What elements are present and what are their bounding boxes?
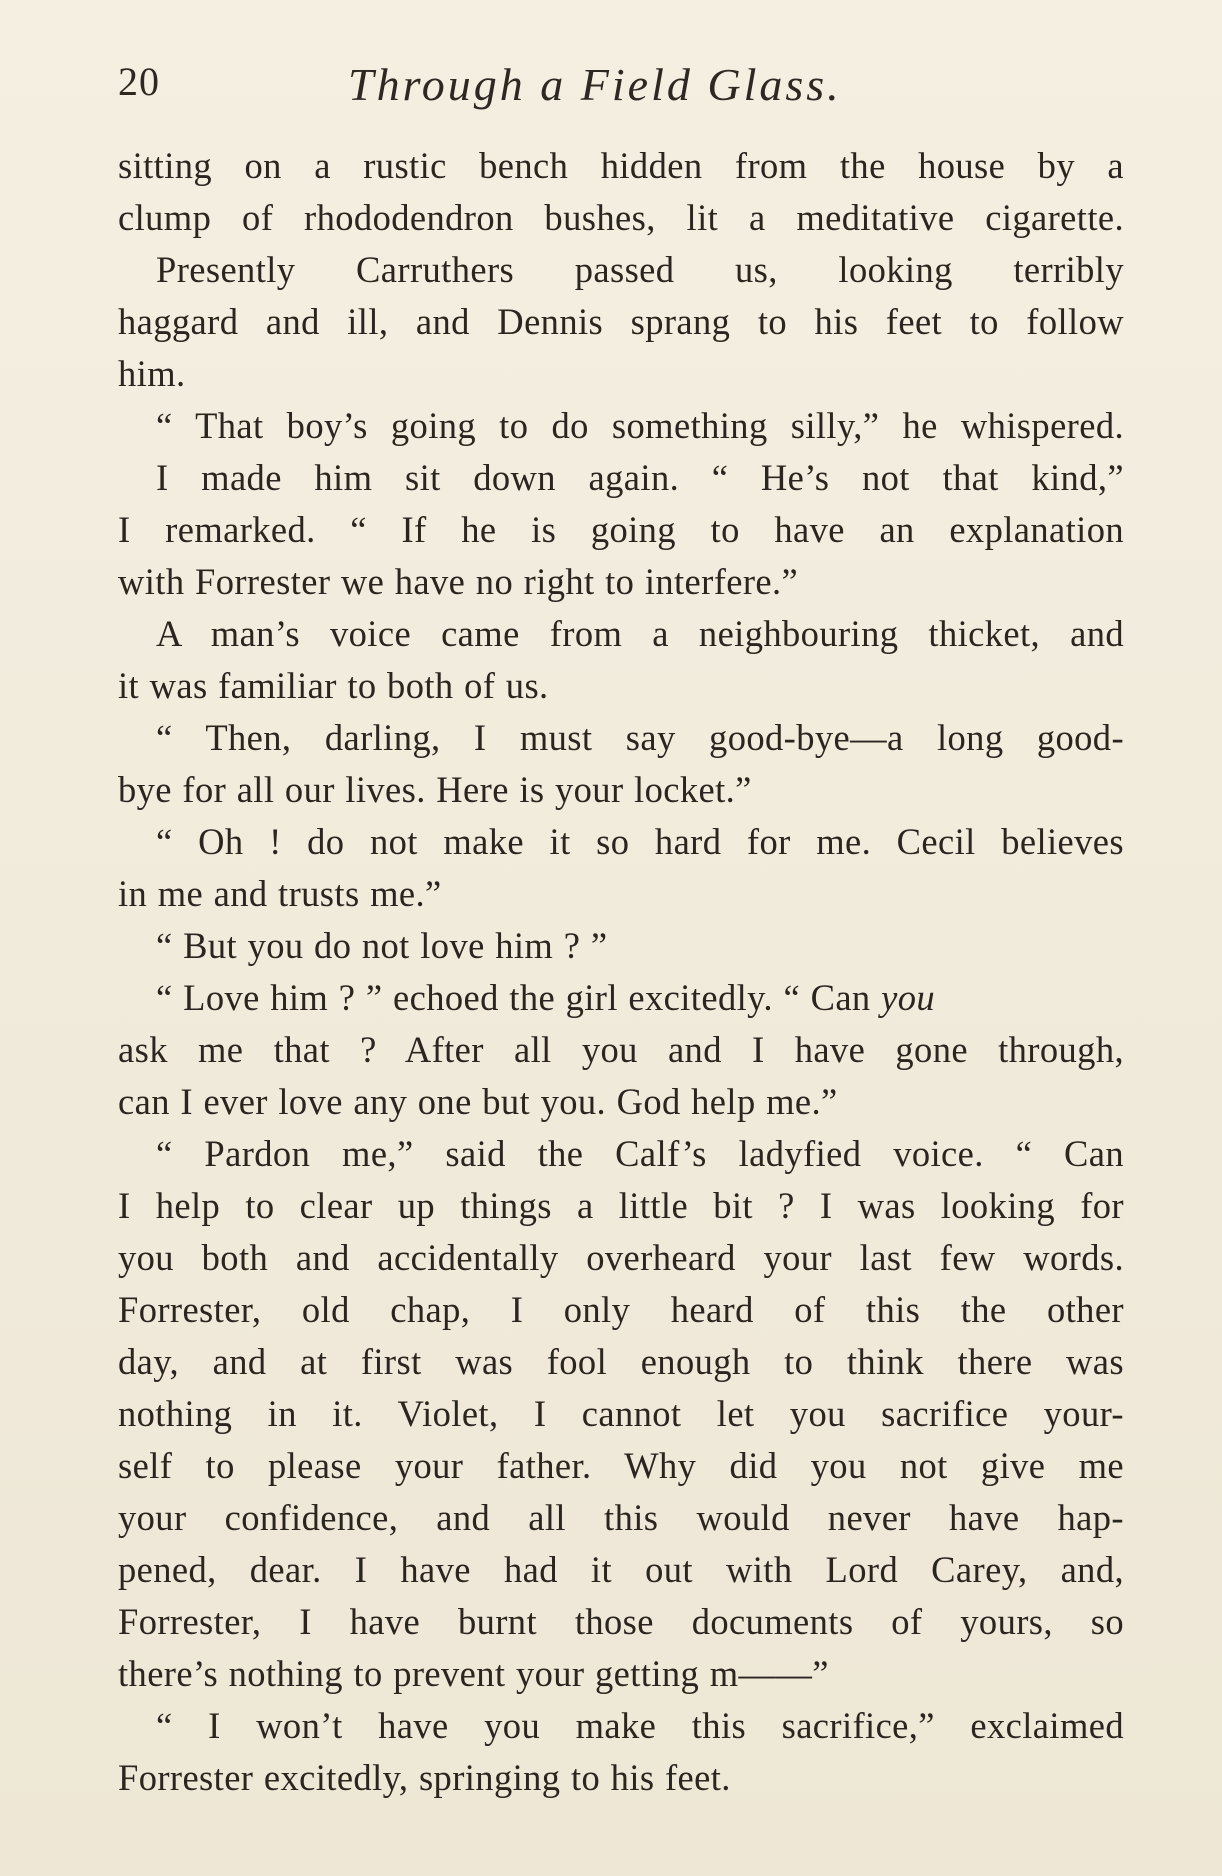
text-line-content: ask me that ? After all you and I have gone through, bbox=[118, 1029, 1124, 1070]
text-line bbox=[118, 1544, 1124, 1596]
text-line-content: “ Love him ? ” echoed the girl excitedly. “ Can bbox=[156, 977, 882, 1018]
text-line bbox=[118, 712, 1124, 764]
italic-word: you bbox=[881, 977, 936, 1018]
text-line-content: “ Pardon me,” said the Calf’s ladyfied voice. “ Can bbox=[156, 1133, 1124, 1174]
text-line-content: Forrester excitedly, springing to his feet. bbox=[118, 1757, 731, 1798]
text-line-content: bye for all our lives. Here is your locket.” bbox=[118, 769, 752, 810]
text-line bbox=[118, 1752, 1124, 1804]
text-line-content: “ That boy’s going to do something silly,” he whispered. bbox=[156, 405, 1124, 446]
text-line-content: Forrester, I have burnt those documents of yours, so bbox=[118, 1601, 1124, 1642]
text-line-content: A man’s voice came from a neighbouring thicket, and bbox=[156, 613, 1124, 654]
text-line-content: can I ever love any one but you. God help me.” bbox=[118, 1081, 838, 1122]
text-line bbox=[118, 1180, 1124, 1232]
text-line bbox=[118, 1128, 1124, 1180]
text-line-content: haggard and ill, and Dennis sprang to his feet to follow bbox=[118, 301, 1124, 342]
text-line-content: in me and trusts me.” bbox=[118, 873, 442, 914]
body-text bbox=[118, 140, 1124, 1804]
text-line-content: there’s nothing to prevent your getting m——” bbox=[118, 1653, 829, 1694]
text-line bbox=[118, 920, 1124, 972]
text-line bbox=[118, 660, 1124, 712]
text-line bbox=[118, 868, 1124, 920]
text-line-content: nothing in it. Violet, I cannot let you sacrifice your- bbox=[118, 1393, 1124, 1434]
text-line bbox=[118, 764, 1124, 816]
text-line-content: I made him sit down again. “ He’s not that kind,” bbox=[156, 457, 1124, 498]
text-line bbox=[118, 1648, 1124, 1700]
text-line-content: “ Then, darling, I must say good-bye—a long good- bbox=[156, 717, 1124, 758]
text-line bbox=[118, 1700, 1124, 1752]
text-line-content: I remarked. “ If he is going to have an explanation bbox=[118, 509, 1124, 550]
text-line-content: pened, dear. I have had it out with Lord Carey, and, bbox=[118, 1549, 1124, 1590]
text-line bbox=[118, 140, 1124, 192]
text-line bbox=[118, 1232, 1124, 1284]
text-line-content: Presently Carruthers passed us, looking terribly bbox=[156, 249, 1124, 290]
text-line bbox=[118, 1076, 1124, 1128]
text-line bbox=[118, 816, 1124, 868]
text-line-content: “ I won’t have you make this sacrifice,” exclaimed bbox=[156, 1705, 1124, 1746]
text-line bbox=[118, 556, 1124, 608]
text-line bbox=[118, 1596, 1124, 1648]
text-line bbox=[118, 348, 1124, 400]
text-line bbox=[118, 1284, 1124, 1336]
text-line bbox=[118, 400, 1124, 452]
text-line bbox=[118, 1388, 1124, 1440]
text-line-content: clump of rhododendron bushes, lit a meditative cigarette. bbox=[118, 197, 1124, 238]
text-line bbox=[118, 296, 1124, 348]
text-line bbox=[118, 1024, 1124, 1076]
text-line bbox=[118, 1440, 1124, 1492]
text-line bbox=[118, 452, 1124, 504]
text-line-content: “ Oh ! do not make it so hard for me. Cecil believes bbox=[156, 821, 1124, 862]
text-line-content: you both and accidentally overheard your last few words. bbox=[118, 1237, 1124, 1278]
text-line-content: day, and at first was fool enough to think there was bbox=[118, 1341, 1124, 1382]
text-line bbox=[118, 972, 1124, 1024]
text-line bbox=[118, 1492, 1124, 1544]
text-line bbox=[118, 504, 1124, 556]
text-line-content: “ But you do not love him ? ” bbox=[156, 925, 608, 966]
text-line-content: Forrester, old chap, I only heard of this the other bbox=[118, 1289, 1124, 1330]
text-line bbox=[118, 1336, 1124, 1388]
running-title: Through a Field Glass. bbox=[348, 59, 842, 110]
text-line-content: with Forrester we have no right to interfere.” bbox=[118, 561, 799, 602]
text-line-content: I help to clear up things a little bit ? I was looking for bbox=[118, 1185, 1124, 1226]
text-line-content: sitting on a rustic bench hidden from the house by a bbox=[118, 145, 1124, 186]
page-header bbox=[118, 58, 1128, 118]
page-number: 20 bbox=[118, 59, 160, 104]
text-line-content: self to please your father. Why did you not give me bbox=[118, 1445, 1124, 1486]
text-line bbox=[118, 244, 1124, 296]
text-line-content: it was familiar to both of us. bbox=[118, 665, 549, 706]
text-line-content: him. bbox=[118, 353, 186, 394]
text-line bbox=[118, 192, 1124, 244]
text-line bbox=[118, 608, 1124, 660]
text-line-content: your confidence, and all this would never have hap- bbox=[118, 1497, 1124, 1538]
